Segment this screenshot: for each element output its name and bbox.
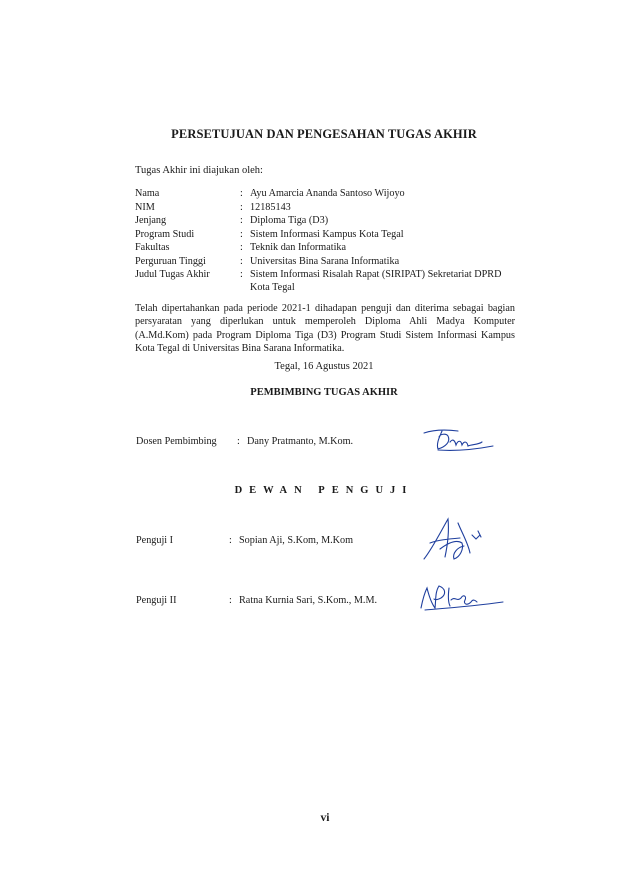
field-colon: : <box>240 269 243 280</box>
paragraph-line: persyaratan yang diperlukan untuk memperoleh Diploma Ahli Madya Komputer <box>135 316 515 328</box>
intro-text: Tugas Akhir ini diajukan oleh: <box>135 165 263 176</box>
field-label-fakultas: Fakultas <box>135 242 170 253</box>
field-colon: : <box>240 228 243 240</box>
field-label-nama: Nama <box>135 188 160 199</box>
date-line: Tegal, 16 Agustus 2021 <box>274 361 374 372</box>
paragraph-line: Telah dipertahankan pada periode 2021-1 dihadapan penguji dan diterima sebagai bagian <box>135 303 515 314</box>
field-label-perguruan-tinggi: Perguruan Tinggi <box>135 255 206 267</box>
section-heading-pembimbing: PEMBIMBING TUGAS AKHIR <box>250 387 398 398</box>
penguji-2-colon: : <box>229 595 232 606</box>
field-colon: : <box>240 215 243 226</box>
pembimbing-label: Dosen Pembimbing <box>136 436 217 447</box>
penguji-2-signature <box>415 580 507 616</box>
penguji-2-label: Penguji II <box>136 595 177 606</box>
field-colon: : <box>240 188 243 199</box>
paragraph-line: Kota Tegal di Universitas Bina Sarana Informatika. <box>135 343 345 355</box>
field-label-nim: NIM <box>135 201 155 213</box>
field-label-jenjang: Jenjang <box>135 215 167 226</box>
pembimbing-colon: : <box>237 436 240 447</box>
penguji-1-colon: : <box>229 535 232 546</box>
pembimbing-signature <box>420 422 500 457</box>
field-label-judul: Judul Tugas Akhir <box>135 269 210 280</box>
field-value-judul-line2: Kota Tegal <box>250 281 295 293</box>
field-value-fakultas: Teknik dan Informatika <box>250 242 347 253</box>
penguji-1-label: Penguji I <box>136 535 174 546</box>
document-title: PERSETUJUAN DAN PENGESAHAN TUGAS AKHIR <box>171 127 477 141</box>
paragraph-line: (A.Md.Kom) pada Program Diploma Tiga (D3) Program Studi Sistem Informasi Kampus <box>135 329 515 341</box>
field-colon: : <box>240 201 243 213</box>
penguji-1-signature <box>418 513 493 565</box>
penguji-1-name: Sopian Aji, S.Kom, M.Kom <box>239 535 354 546</box>
approval-paragraph <box>135 302 515 356</box>
field-value-program-studi: Sistem Informasi Kampus Kota Tegal <box>250 228 404 240</box>
field-value-nim: 12185143 <box>250 201 291 213</box>
field-colon: : <box>240 255 243 267</box>
pembimbing-name: Dany Pratmanto, M.Kom. <box>247 436 354 447</box>
field-value-perguruan-tinggi: Universitas Bina Sarana Informatika <box>250 255 400 267</box>
field-value-jenjang: Diploma Tiga (D3) <box>250 215 329 226</box>
field-value-judul: Sistem Informasi Risalah Rapat (SIRIPAT) Sekretariat DPRD <box>250 269 502 280</box>
field-value-nama: Ayu Amarcia Ananda Santoso Wijoyo <box>250 188 405 199</box>
field-label-program-studi: Program Studi <box>135 228 195 240</box>
field-colon: : <box>240 242 243 253</box>
penguji-2-name: Ratna Kurnia Sari, S.Kom., M.M. <box>239 595 378 606</box>
page-number: vi <box>320 812 330 824</box>
section-heading-dewan-penguji: DEWAN PENGUJI <box>234 485 414 496</box>
